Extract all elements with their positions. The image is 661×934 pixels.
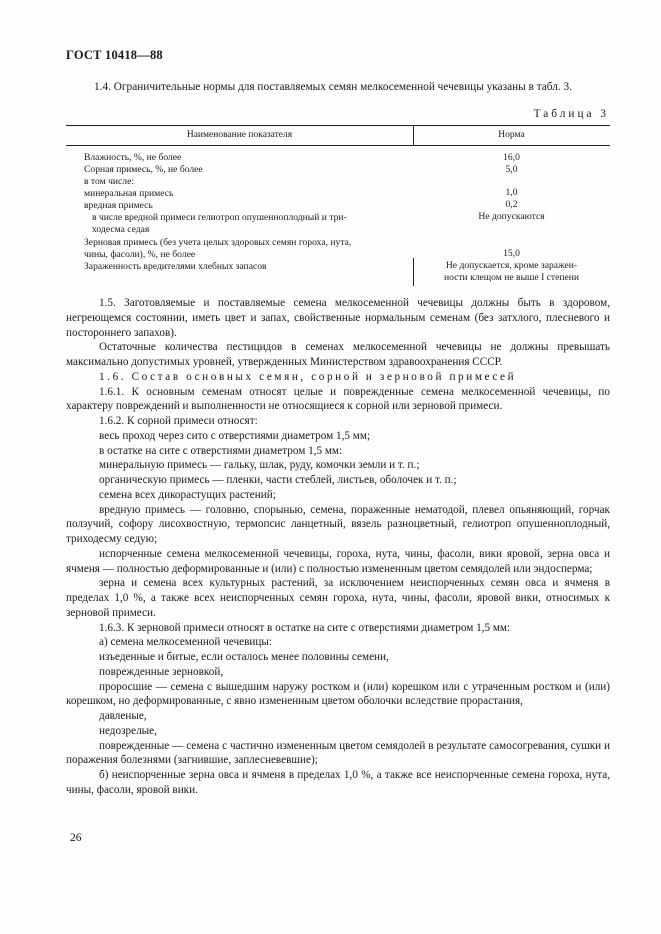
body-text: [66, 296, 610, 798]
paragraph: 1.5. Заготовляемые и поставляемые семена мелкосеменной чечевицы должны быть в здоровом, негреющемся состоянии, иметь цвет и запах, свойственные нормальным семенам (без затхлого, плесневого и постороннего запахов).: [66, 297, 610, 339]
table-row-value: 15,0: [503, 248, 520, 259]
paragraph: проросшие — семена с вышедшим наружу ростком и (или) корешком или с утраченным ростком и (или) корешком, но деформированные, с явно измененным цветом оболочки вследствие прорастания,: [66, 680, 610, 708]
paragraph: весь проход через сито с отверстиями диаметром 1,5 мм;: [99, 429, 371, 442]
intro-section: [66, 80, 608, 95]
table-header-rule: [66, 145, 610, 146]
table-row-value-cont: ности клещом не выше I степени: [443, 272, 580, 283]
table-top-rule: [66, 125, 610, 126]
paragraph: 1.6.2. К сорной примеси относят:: [99, 415, 258, 427]
paragraph: в остатке на сите с отверстиями диаметром 1,5 мм:: [99, 444, 343, 457]
paragraph: 1.6.1. К основным семенам относят целые и поврежденные семена мелкосеменной чечевицы, по характеру повреждений и выполненности не относящиеся к сорной или зерновой примеси.: [66, 385, 610, 413]
table-row-value: 1,0: [505, 187, 518, 198]
paragraph: зерна и семена всех культурных растений, за исключением неиспорченных семян овса и ячменя в пределах 1,0 %, а также всех неиспорченных семян гороха, нута, чины, фасоли, яровой вики, относимых к зерновой примеси.: [66, 577, 610, 619]
table-header-norm: Норма: [498, 130, 525, 140]
table-row-name: Зерновая примесь (без учета целых здоровых семян гороха, нута,: [84, 237, 352, 248]
page-number: 26: [70, 832, 82, 844]
table-row-name: Влажность, %, не более: [84, 152, 182, 163]
paragraph: 1.6.3. К зерновой примеси относят в остатке на сите с отверстиями диаметром 1,5 мм:: [99, 621, 511, 634]
document-code: ГОСТ 10418—88: [66, 48, 163, 62]
table-row-name: Зараженность вредителями хлебных запасов: [84, 261, 267, 272]
table-row-value: 5,0: [505, 164, 518, 175]
table-row-value: 0,2: [505, 199, 518, 210]
table-row-name-cont: чины, фасоли), %, не более: [84, 249, 196, 260]
clause-1-4: 1.4. Ограничительные нормы для поставляемых семян мелкосеменной чечевицы указаны в табл. 3.: [94, 81, 573, 93]
paragraph: изъеденные и битые, если осталось менее половины семени,: [99, 651, 389, 663]
table-row-name: в числе вредной примеси гелиотроп опушенноплодный и три-: [92, 212, 347, 223]
table-row-value: Не допускается, кроме заражен-: [445, 260, 578, 271]
paragraph: семена всех дикорастущих растений;: [99, 488, 276, 501]
section-heading: 1.6. Состав основных семян, сорной и зерновой примесей: [99, 370, 517, 383]
table-header-name: Наименование показателя: [186, 130, 293, 140]
table-row-value: 16,0: [503, 152, 520, 163]
paragraph: поврежденные зерновкой,: [99, 665, 224, 678]
table-row-name: минеральная примесь: [84, 188, 174, 199]
paragraph: недозрелые,: [99, 724, 157, 737]
paragraph: Остаточные количества пестицидов в семенах мелкосеменной чечевицы не должны превышать максимально допустимых уровней, утвержденных Министерством здравоохранения СССР.: [66, 341, 610, 368]
paragraph: поврежденные — семена с частично измененным цветом семядолей в результате самосогревания, сушки и поражения болезнями (загнившие, заплесневевшие);: [66, 739, 610, 767]
table-row-name: в том числе:: [84, 176, 135, 187]
paragraph: а) семена мелкосеменной чечевицы:: [99, 636, 272, 649]
table-row-value: Не допускаются: [478, 211, 545, 222]
table-row-name: вредная примесь: [84, 200, 153, 211]
paragraph: минеральную примесь — гальку, шлак, руду, комочки земли и т. п.;: [99, 459, 420, 472]
paragraph: органическую примесь — пленки, части стеблей, листьев, оболочек и т. п.;: [99, 474, 457, 486]
paragraph: б) неиспорченные зерна овса и ячменя в пределах 1,0 %, а также все неиспорченные семена гороха, нута, чины, фасоли, яровой вики.: [66, 769, 610, 796]
paragraph: давленые,: [99, 710, 147, 722]
table-row-name-cont: ходесма седая: [92, 224, 150, 235]
table-row-name: Сорная примесь, %, не более: [84, 164, 203, 175]
table-caption: Таблица 3: [533, 108, 609, 120]
paragraph: испорченные семена мелкосеменной чечевицы, гороха, нута, чины, фасоли, вики яровой, зерна овса и ячменя — полностью деформированные и (или) с полностью измененным цветом семядолей или эндосперма;: [66, 547, 610, 575]
paragraph: вредную примесь — головню, спорынью, семена, пораженные нематодой, плевел опьяняющий, горчак ползучий, софору лисохвостную, термопсис ланцетный, вязель разноцветный, гелиотроп опушенноплодный, триходесму седую;: [66, 503, 610, 545]
